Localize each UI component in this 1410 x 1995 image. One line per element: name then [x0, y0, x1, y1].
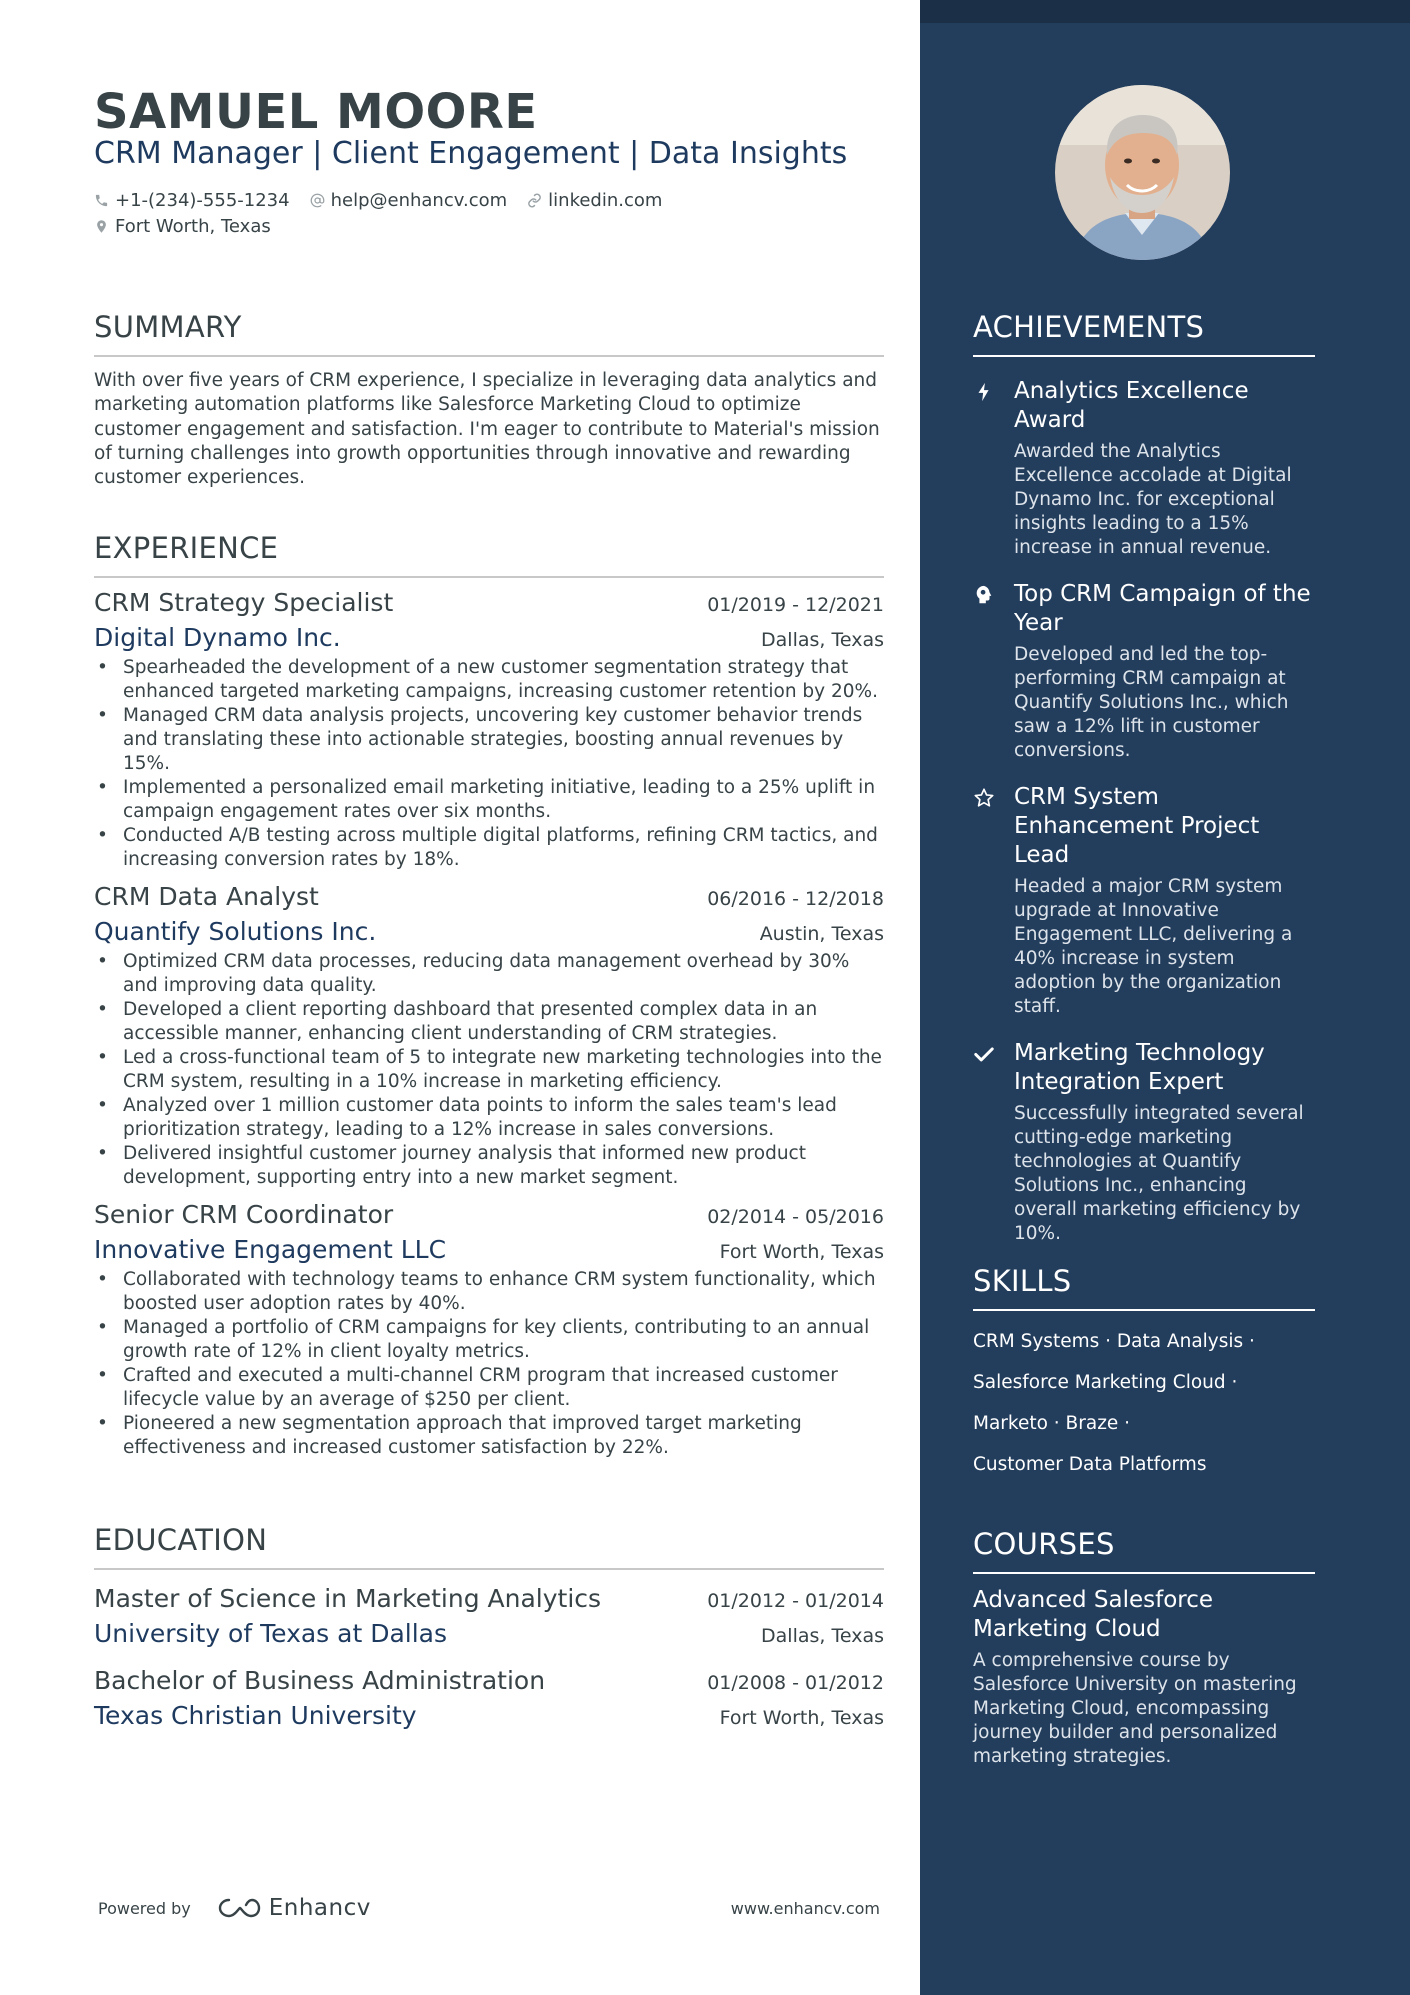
- job-entry: [94, 1200, 884, 1460]
- powered-by-label: Powered by: [98, 1898, 191, 1918]
- phone-icon: [94, 193, 109, 208]
- degree-title: Bachelor of Business Administration: [94, 1666, 546, 1695]
- skill-line: Customer Data Platforms: [973, 1454, 1207, 1475]
- job-bullet: • Crafted and executed a multi-channel CRM program that increased customer lifecycle value by an average of $250 per client.: [94, 1364, 884, 1412]
- course-title: Advanced Salesforce Marketing Cloud: [973, 1587, 1214, 1642]
- phone-text: +1-(234)-555-1234: [115, 190, 290, 211]
- skills-heading: SKILLS: [973, 1264, 1315, 1311]
- education-dates: 01/2008 - 01/2012: [707, 1672, 884, 1694]
- summary-section: [94, 310, 884, 490]
- page-footer: [98, 1894, 880, 1922]
- job-bullets: [94, 656, 884, 872]
- school-name: Texas Christian University: [94, 1701, 417, 1730]
- achievement-description: Headed a major CRM system upgrade at Innovative Engagement LLC, delivering a 40% increase in system adoption by the organization staff.: [1014, 876, 1293, 1017]
- course-description: A comprehensive course by Salesforce University on mastering Marketing Cloud, encompassing journey builder and personalized marketing strategies.: [973, 1650, 1297, 1767]
- job-bullet: • Pioneered a new segmentation approach that improved target marketing effectiveness and increased customer satisfaction by 22%.: [94, 1412, 884, 1460]
- brain-head-icon: [973, 584, 995, 606]
- job-title: Senior CRM Coordinator: [94, 1200, 394, 1229]
- job-bullet: • Optimized CRM data processes, reducing data management overhead by 30% and improving data quality.: [94, 950, 884, 998]
- job-bullet: • Managed a portfolio of CRM campaigns for key clients, contributing to an annual growth rate of 12% in client loyalty metrics.: [94, 1316, 884, 1364]
- education-entry: [94, 1584, 884, 1648]
- candidate-name: SAMUEL MOORE: [94, 84, 538, 140]
- job-location: Dallas, Texas: [761, 629, 884, 651]
- summary-heading: SUMMARY: [94, 310, 884, 357]
- achievements-section: [973, 310, 1315, 1246]
- footer-url[interactable]: www.enhancv.com: [730, 1898, 880, 1918]
- education-section: [94, 1523, 884, 1730]
- location-contact: [94, 216, 271, 237]
- phone-contact[interactable]: [94, 190, 290, 211]
- job-title: CRM Strategy Specialist: [94, 588, 394, 617]
- job-bullets: [94, 950, 884, 1190]
- job-bullet: • Implemented a personalized email marketing initiative, leading to a 25% uplift in campaign engagement rates over six months.: [94, 776, 884, 824]
- job-bullet: • Developed a client reporting dashboard that presented complex data in an accessible manner, enhancing client understanding of CRM strategies.: [94, 998, 884, 1046]
- school-location: Dallas, Texas: [761, 1625, 884, 1647]
- powered-by: [98, 1895, 371, 1921]
- achievement-title: Marketing Technology Integration Expert: [1014, 1040, 1265, 1095]
- job-bullet: • Delivered insightful customer journey analysis that informed new product development, supporting entry into a new market segment.: [94, 1142, 884, 1190]
- experience-section: [94, 531, 884, 1460]
- brand-name: Enhancv: [268, 1895, 371, 1921]
- company-name: Innovative Engagement LLC: [94, 1235, 447, 1264]
- summary-text: With over five years of CRM experience, I specialize in leveraging data analytics and marketing automation platforms like Salesforce Marketing Cloud to optimize customer engagement and satisfaction. I'm eager to contribute to Material's mission of turning challenges into growth opportunities through innovative and rewarding customer experiences.: [94, 370, 880, 489]
- achievement-description: Awarded the Analytics Excellence accolade at Digital Dynamo Inc. for exceptional insights leading to a 15% increase in annual revenue.: [1014, 441, 1292, 558]
- portrait-illustration: [1055, 85, 1230, 260]
- job-dates: 02/2014 - 05/2016: [707, 1206, 884, 1228]
- job-entry: [94, 882, 884, 1190]
- school-name: University of Texas at Dallas: [94, 1619, 448, 1648]
- job-dates: 01/2019 - 12/2021: [707, 594, 884, 616]
- checkmark-icon: [973, 1043, 995, 1065]
- achievement-description: Successfully integrated several cutting-edge marketing technologies at Quantify Solutions Inc., enhancing overall marketing efficiency by 10%.: [1014, 1103, 1304, 1244]
- skill-line: Salesforce Marketing Cloud ·: [973, 1372, 1238, 1393]
- job-entry: [94, 588, 884, 872]
- education-heading: EDUCATION: [94, 1523, 884, 1570]
- job-dates: 06/2016 - 12/2018: [707, 888, 884, 910]
- sidebar: [920, 0, 1410, 1995]
- job-bullet: • Conducted A/B testing across multiple digital platforms, refining CRM tactics, and increasing conversion rates by 18%.: [94, 824, 884, 872]
- skills-section: [973, 1264, 1315, 1485]
- website-text: linkedin.com: [548, 190, 663, 211]
- skill-line: CRM Systems · Data Analysis ·: [973, 1331, 1255, 1352]
- job-bullet: • Managed CRM data analysis projects, uncovering key customer behavior trends and translating these into actionable strategies, boosting annual revenues by 15%.: [94, 704, 884, 776]
- achievements-heading: ACHIEVEMENTS: [973, 310, 1315, 357]
- location-text: Fort Worth, Texas: [115, 216, 271, 237]
- job-title: CRM Data Analyst: [94, 882, 319, 911]
- link-icon: [527, 193, 542, 208]
- achievement-item: [973, 1039, 1315, 1246]
- company-name: Quantify Solutions Inc.: [94, 917, 377, 946]
- education-entry: [94, 1666, 884, 1730]
- star-icon: [973, 787, 995, 809]
- candidate-headline: CRM Manager | Client Engagement | Data Insights: [94, 136, 848, 171]
- job-location: Austin, Texas: [759, 923, 884, 945]
- website-contact[interactable]: [527, 190, 662, 211]
- achievement-title: Top CRM Campaign of the Year: [1014, 581, 1311, 636]
- job-bullet: • Spearheaded the development of a new customer segmentation strategy that enhanced targeted marketing campaigns, increasing customer retention by 20%.: [94, 656, 884, 704]
- school-location: Fort Worth, Texas: [719, 1707, 884, 1729]
- education-dates: 01/2012 - 01/2014: [707, 1590, 884, 1612]
- degree-title: Master of Science in Marketing Analytics: [94, 1584, 602, 1613]
- job-bullet: • Analyzed over 1 million customer data points to inform the sales team's lead prioritization strategy, leading to a 12% increase in sales conversions.: [94, 1094, 884, 1142]
- achievement-item: [973, 377, 1315, 560]
- achievement-item: [973, 580, 1315, 763]
- experience-heading: EXPERIENCE: [94, 531, 884, 578]
- courses-heading: COURSES: [973, 1527, 1315, 1574]
- courses-section: [973, 1527, 1315, 1769]
- infinity-icon: [217, 1896, 263, 1920]
- email-text: help@enhancv.com: [330, 190, 508, 211]
- lightning-icon: [973, 381, 995, 403]
- achievement-title: CRM System Enhancement Project Lead: [1014, 784, 1260, 868]
- job-location: Fort Worth, Texas: [719, 1241, 884, 1263]
- enhancv-logo[interactable]: [217, 1895, 371, 1921]
- achievement-title: Analytics Excellence Award: [1014, 378, 1249, 433]
- company-name: Digital Dynamo Inc.: [94, 623, 341, 652]
- profile-photo: [1055, 85, 1230, 260]
- sidebar-top-strip: [920, 0, 1410, 23]
- email-contact[interactable]: [310, 190, 508, 211]
- achievement-description: Developed and led the top-performing CRM campaign at Quantify Solutions Inc., which saw a 12% lift in customer conversions.: [1014, 644, 1289, 761]
- skills-list: [973, 1321, 1315, 1485]
- job-bullet: • Led a cross-functional team of 5 to integrate new marketing technologies into the CRM system, resulting in a 10% increase in marketing efficiency.: [94, 1046, 884, 1094]
- job-bullets: [94, 1268, 884, 1460]
- location-pin-icon: [94, 219, 109, 234]
- at-icon: [310, 193, 325, 208]
- job-bullet: • Collaborated with technology teams to enhance CRM system functionality, which boosted user adoption rates by 40%.: [94, 1268, 884, 1316]
- achievement-item: [973, 783, 1315, 1019]
- contact-info: [94, 188, 682, 240]
- skill-line: Marketo · Braze ·: [973, 1413, 1131, 1434]
